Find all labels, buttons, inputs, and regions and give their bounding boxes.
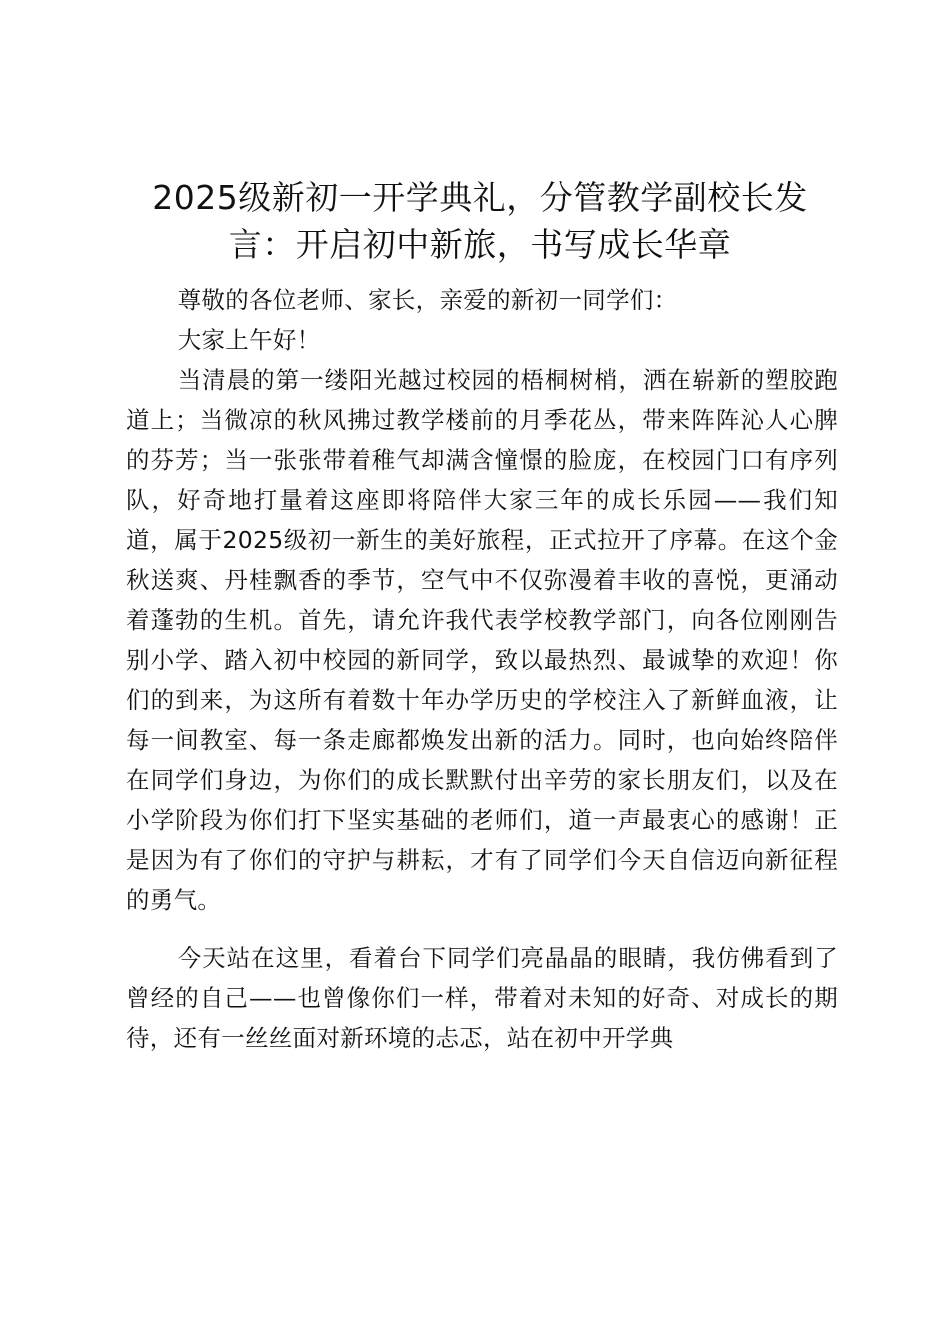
salutation: 尊敬的各位老师、家长，亲爱的新初一同学们：: [177, 286, 678, 314]
body-paragraph: 今天站在这里，看着台下同学们亮晶晶的眼睛，我仿佛看到了曾经的自己——也曾像你们一样，带着对未知的好奇、对成长的期待，还有一丝丝面对新环境的忐忑，站在初中开学典: [126, 944, 838, 1052]
greeting: 大家上午好！: [177, 326, 321, 354]
document-title: 2025级新初一开学典礼，分管教学副校长发言：开启初中新旅，书写成长华章: [152, 178, 808, 264]
document-body: [126, 280, 838, 1058]
body-paragraph: 当清晨的第一缕阳光越过校园的梧桐树梢，洒在崭新的塑胶跑道上；当微凉的秋风拂过教学楼前的月季花丛，带来阵阵沁人心脾的芬芳；当一张张带着稚气却满含憧憬的脸庞，在校园门口有序列队，好奇地打量着这座即将陪伴大家三年的成长乐园——我们知道，属于2025级初一新生的美好旅程，正式拉开了序幕。在这个金秋送爽、丹桂飘香的季节，空气中不仅弥漫着丰收的喜悦，更涌动着蓬勃的生机。首先，请允许我代表学校教学部门，向各位刚刚告别小学、踏入初中校园的新同学，致以最热烈、最诚挚的欢迎！你们的到来，为这所有着数十年办学历史的学校注入了新鲜血液，让每一间教室、每一条走廊都焕发出新的活力。同时，也向始终陪伴在同学们身边，为你们的成长默默付出辛劳的家长朋友们，以及在小学阶段为你们打下坚实基础的老师们，道一声最衷心的感谢！正是因为有了你们的守护与耕耘，才有了同学们今天自信迈向新征程的勇气。: [126, 366, 838, 914]
